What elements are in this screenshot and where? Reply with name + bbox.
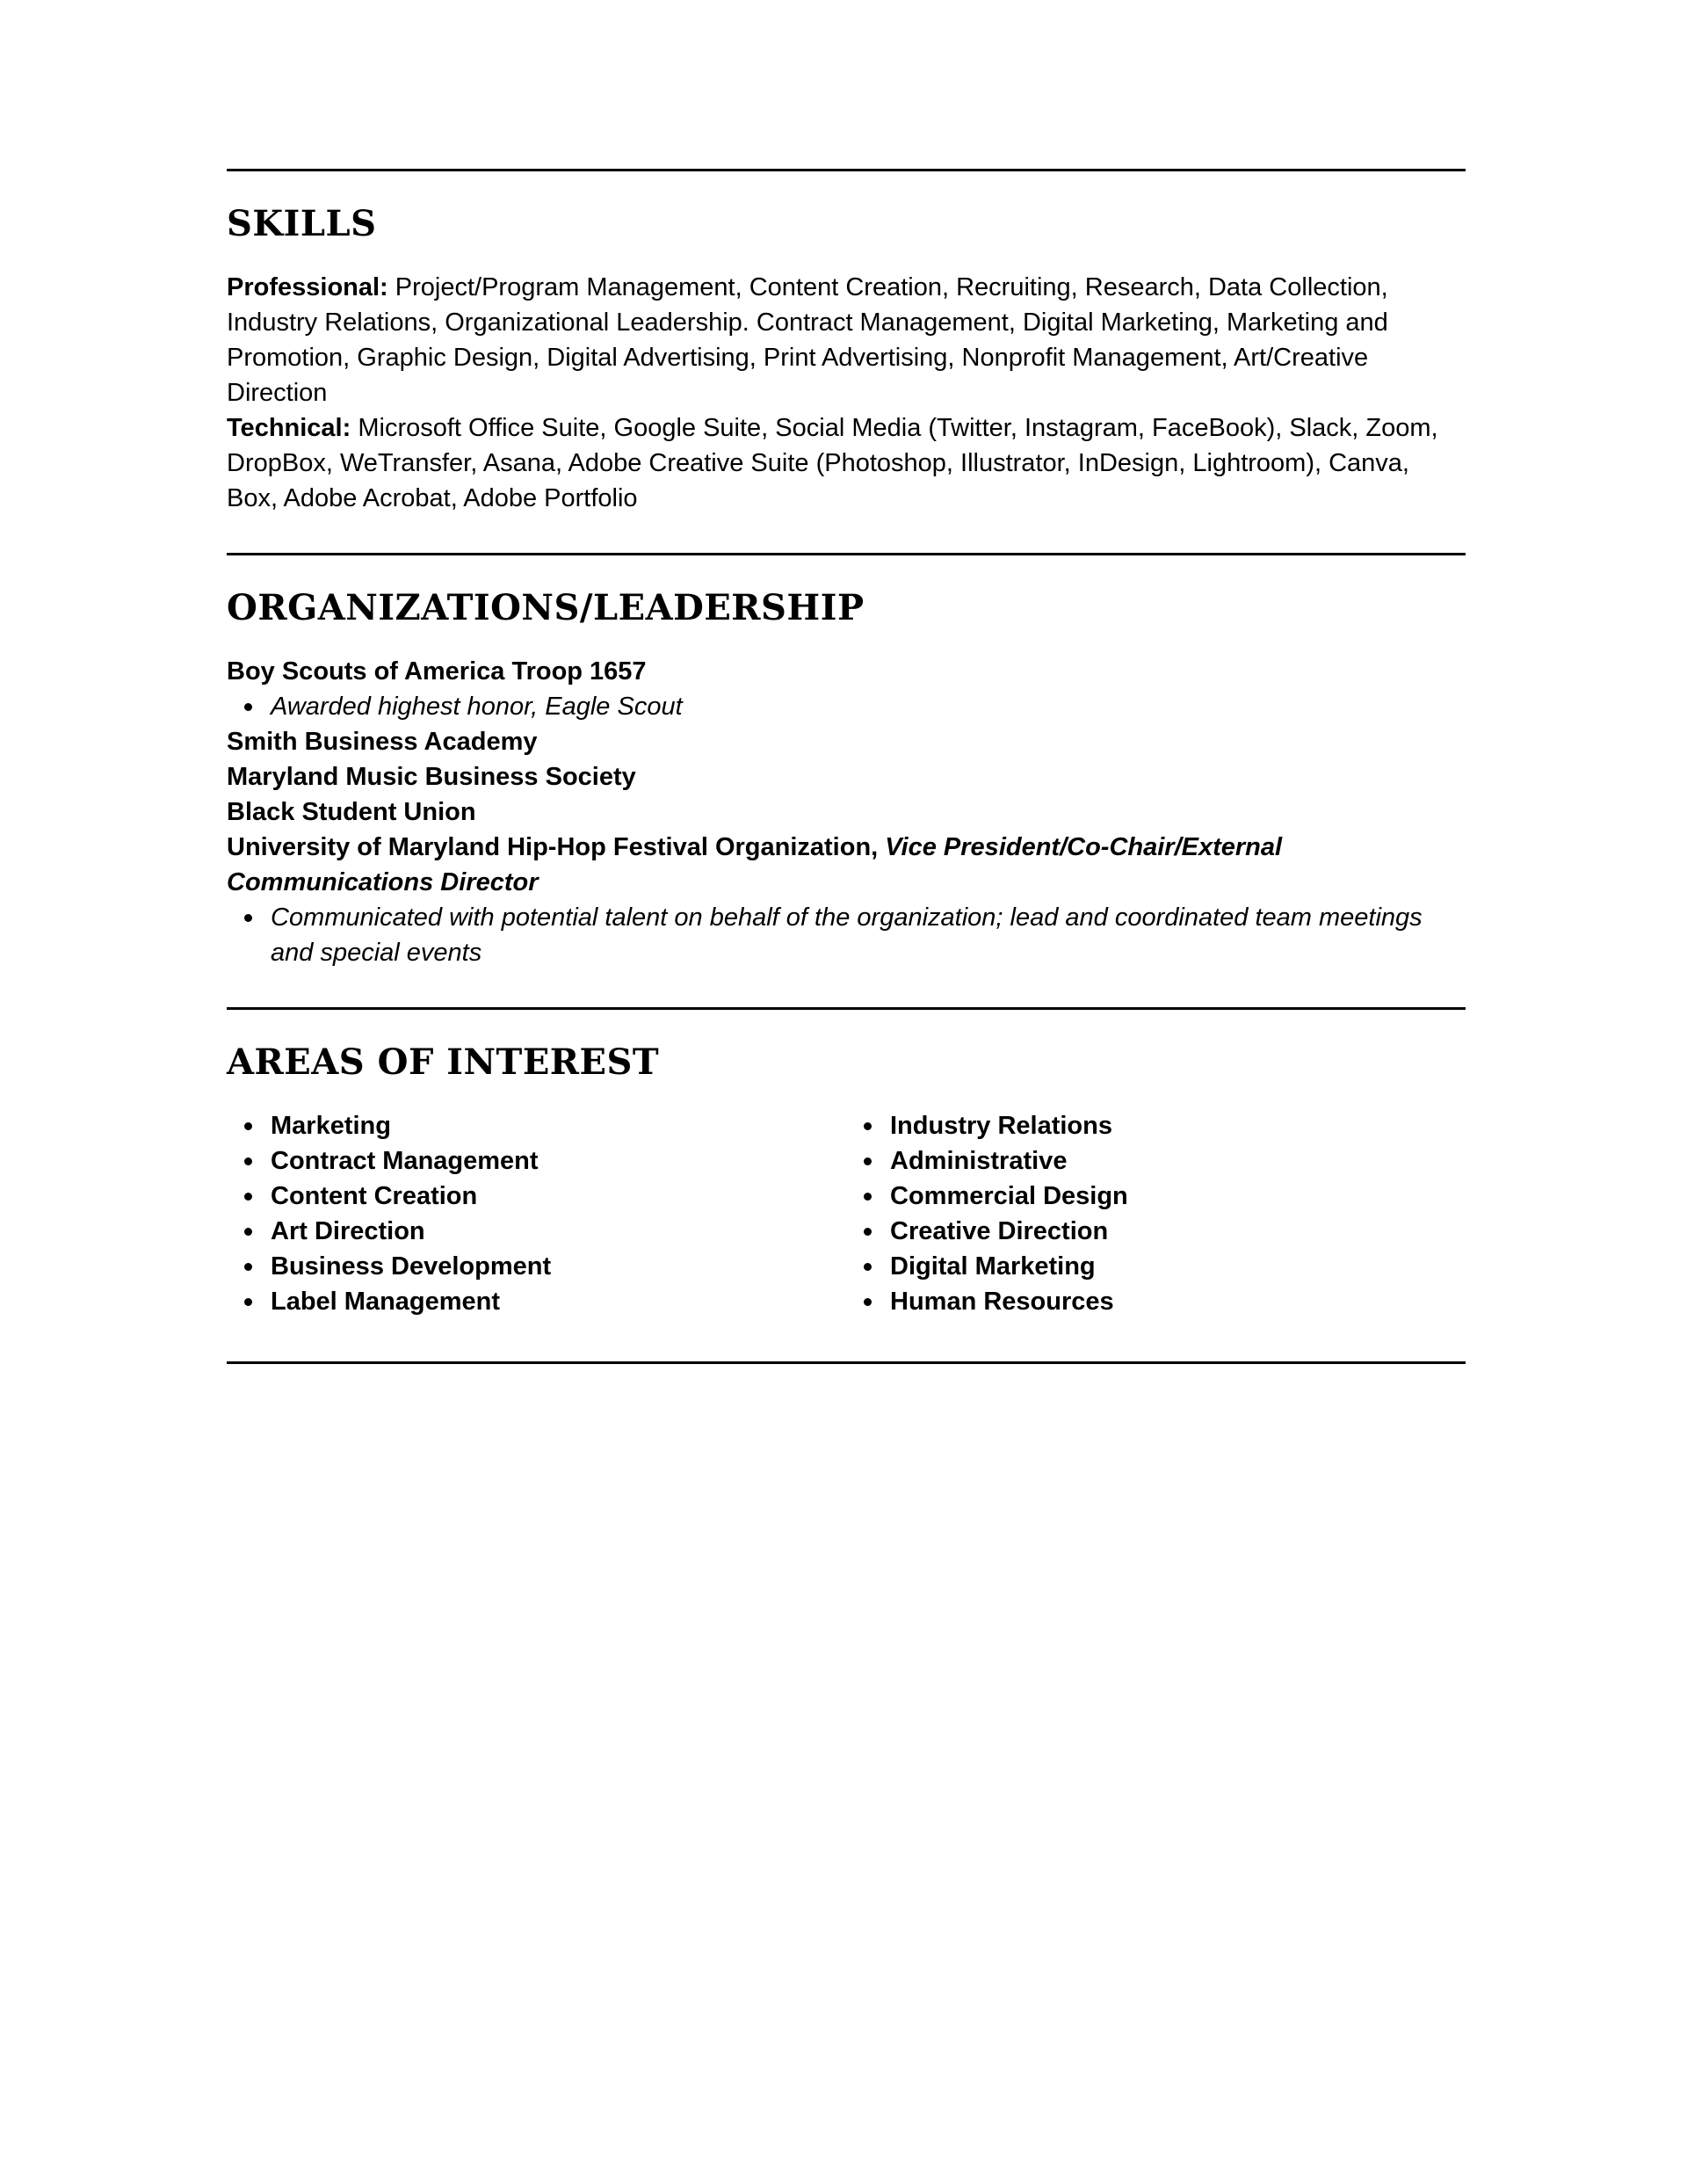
interests-section: [227, 1010, 1466, 1361]
organizations-heading: ORGANIZATIONS/LEADERSHIP: [227, 587, 865, 628]
list-item: Art Direction: [271, 1214, 846, 1249]
org-boy-scouts-bullets: [227, 689, 1466, 724]
org-role: Vice President/Co-Chair/External Communications Director: [227, 833, 1283, 896]
interests-columns: [227, 1108, 1466, 1319]
list-item: Label Management: [271, 1284, 846, 1319]
list-item: Business Development: [271, 1249, 846, 1284]
list-item: Administrative: [890, 1143, 1466, 1179]
org-black-student-union: Black Student Union: [227, 798, 476, 826]
interests-right-list: [846, 1108, 1466, 1319]
list-item: Communicated with potential talent on behalf of the organization; lead and coordinated team meetings and special events: [271, 900, 1466, 970]
professional-text: Project/Program Management, Content Creation, Recruiting, Research, Data Collection, Industry Relations, Organizational Leadership. Contract Management, Digital Marketing, Marketing and Promotion, Graphic Design, Digital Advertising, Print Advertising, Nonprofit Management, Art/Creative Direction: [227, 273, 1388, 407]
professional-label: Professional:: [227, 273, 388, 301]
technical-label: Technical:: [227, 414, 351, 442]
list-item: Awarded highest honor, Eagle Scout: [271, 689, 1466, 724]
list-item: Contract Management: [271, 1143, 846, 1179]
list-item: Industry Relations: [890, 1108, 1466, 1143]
org-smith-business-academy: Smith Business Academy: [227, 728, 538, 756]
org-name: University of Maryland Hip-Hop Festival Organization,: [227, 833, 879, 861]
interests-left-list: [227, 1108, 846, 1319]
org-hip-hop-festival: [227, 830, 1466, 900]
list-item: Creative Direction: [890, 1214, 1466, 1249]
list-item: Digital Marketing: [890, 1249, 1466, 1284]
skills-heading: SKILLS: [227, 203, 377, 244]
skills-section: [227, 171, 1466, 553]
professional-skills: [227, 270, 1466, 410]
technical-text: Microsoft Office Suite, Google Suite, Social Media (Twitter, Instagram, FaceBook), Slack, Zoom, DropBox, WeTransfer, Asana, Adobe Creative Suite (Photoshop, Illustrator, InDesign, Lightroom), Canva, Box, Adobe Acrobat, Adobe Portfolio: [227, 414, 1438, 512]
org-maryland-music-business-society: Maryland Music Business Society: [227, 763, 636, 791]
resume-page: [227, 169, 1466, 1364]
org-hip-hop-festival-bullets: [227, 900, 1466, 970]
list-item: Marketing: [271, 1108, 846, 1143]
list-item: Commercial Design: [890, 1179, 1466, 1214]
list-item: Human Resources: [890, 1284, 1466, 1319]
divider: [227, 1361, 1466, 1364]
interests-left-column: [227, 1108, 846, 1319]
interests-heading: AREAS OF INTEREST: [227, 1041, 660, 1083]
org-boy-scouts: Boy Scouts of America Troop 1657: [227, 657, 647, 686]
interests-right-column: [846, 1108, 1466, 1319]
technical-skills: [227, 410, 1466, 516]
organizations-section: [227, 555, 1466, 1007]
list-item: Content Creation: [271, 1179, 846, 1214]
